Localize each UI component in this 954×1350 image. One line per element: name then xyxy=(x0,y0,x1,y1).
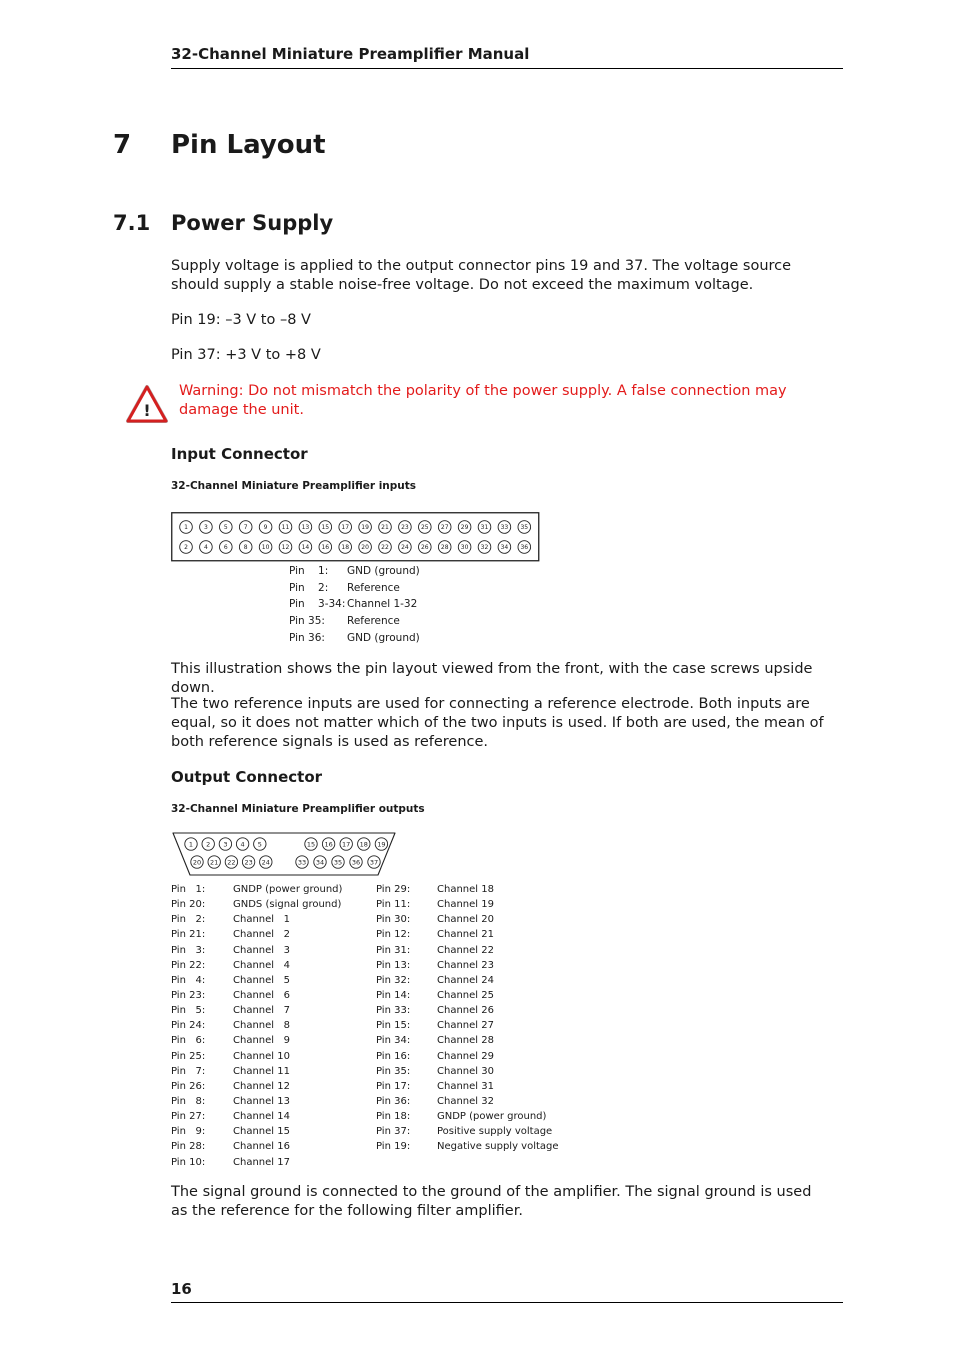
pin-13-label: 13 xyxy=(301,524,310,532)
output-right-row xyxy=(376,1033,559,1048)
output-left-pin: Pin 25: xyxy=(171,1050,206,1062)
output-right-pin: Pin 13: xyxy=(376,959,411,971)
input-legend-row xyxy=(289,580,420,597)
pin-31-label: 31 xyxy=(480,524,489,532)
pin-27-label: 27 xyxy=(440,524,449,532)
output-left-desc: Channel 15 xyxy=(233,1126,290,1138)
output-right-pin: Pin 12: xyxy=(376,929,411,941)
pin-20-label: 20 xyxy=(361,544,369,552)
pin-16-label: 16 xyxy=(324,840,333,849)
output-right-desc: Channel 23 xyxy=(437,959,494,971)
pin-5-label: 5 xyxy=(223,524,228,532)
output-pin-table-right xyxy=(376,882,559,1155)
output-right-desc: Channel 32 xyxy=(437,1095,494,1107)
pin-17-label: 17 xyxy=(342,840,351,849)
output-right-pin: Pin 16: xyxy=(376,1050,411,1062)
input-legend-row xyxy=(289,563,420,580)
output-left-desc: GNDS (signal ground) xyxy=(233,899,342,911)
output-left-row xyxy=(171,1124,342,1139)
pin-6-label: 6 xyxy=(223,544,228,552)
output-left-row xyxy=(171,927,342,942)
output-left-desc: Channel 8 xyxy=(233,1020,290,1032)
output-left-row xyxy=(171,882,342,897)
pin19-spec: Pin 19: –3 V to –8 V xyxy=(171,312,311,328)
input-legend-pin: Pin 36: xyxy=(289,631,325,644)
output-right-desc: Channel 26 xyxy=(437,1005,494,1017)
pin-17-label: 17 xyxy=(341,524,350,532)
pin-1-label: 1 xyxy=(188,840,194,849)
output-left-desc: Channel 6 xyxy=(233,989,290,1001)
input-legend-desc: GND (ground) xyxy=(347,565,420,577)
pin-9-label: 9 xyxy=(263,524,268,532)
output-right-pin: Pin 14: xyxy=(376,989,411,1001)
pin-3-label: 3 xyxy=(223,840,228,849)
pin-15-label: 15 xyxy=(321,524,330,532)
input-figure-caption: 32-Channel Miniature Preamplifier inputs xyxy=(171,480,417,492)
input-legend-desc: Reference xyxy=(347,581,400,594)
pin-35-label: 35 xyxy=(520,524,529,532)
pin-5-label: 5 xyxy=(257,840,262,849)
intro-paragraph: Supply voltage is applied to the output connector pins 19 and 37. The voltage source should supply a stable noise-free voltage. Do not exceed the maximum voltage. xyxy=(171,258,792,293)
output-right-pin: Pin 18: xyxy=(376,1111,411,1123)
pin-20-label: 20 xyxy=(192,858,202,867)
output-right-pin: Pin 37: xyxy=(376,1126,411,1138)
output-right-desc: Channel 19 xyxy=(437,899,494,911)
output-right-desc: Channel 31 xyxy=(437,1080,494,1092)
input-legend-desc: Channel 1-32 xyxy=(347,598,418,611)
output-right-row xyxy=(376,1109,559,1124)
output-left-row xyxy=(171,1109,342,1124)
output-right-desc: Channel 29 xyxy=(437,1050,494,1062)
output-right-row xyxy=(376,912,559,927)
pin-15-label: 15 xyxy=(306,840,316,849)
output-right-desc: GNDP (power ground) xyxy=(437,1111,547,1123)
pin-4-label: 4 xyxy=(203,544,208,552)
output-left-row xyxy=(171,912,342,927)
output-right-pin: Pin 29: xyxy=(376,884,411,895)
illustration-paragraph: This illustration shows the pin layout viewed from the front, with the case screws upside down. xyxy=(171,661,813,696)
output-right-row xyxy=(376,1139,559,1154)
output-left-pin: Pin 23: xyxy=(171,989,206,1001)
pin37-spec: Pin 37: +3 V to +8 V xyxy=(171,347,321,363)
pin-1-label: 1 xyxy=(184,524,188,532)
output-left-pin: Pin 4: xyxy=(171,974,206,986)
output-connector-diagram xyxy=(170,832,398,876)
footer-rule xyxy=(171,1302,843,1303)
output-right-desc: Channel 28 xyxy=(437,1035,494,1047)
output-right-row xyxy=(376,1094,559,1109)
pin-7-label: 7 xyxy=(243,524,248,532)
pin-12-label: 12 xyxy=(281,544,290,552)
output-right-pin: Pin 34: xyxy=(376,1035,411,1047)
output-right-row xyxy=(376,1003,559,1018)
output-right-pin: Pin 15: xyxy=(376,1020,411,1032)
output-left-row xyxy=(171,958,342,973)
output-left-row xyxy=(171,1139,342,1154)
output-left-pin: Pin 24: xyxy=(171,1020,206,1032)
pin-19-label: 19 xyxy=(361,524,369,532)
input-connector-diagram xyxy=(171,512,540,562)
reference-paragraph: The two reference inputs are used for connecting a reference electrode. Both inputs are equal, so it does not matter which of the two inputs is used. If both are used, the mean of both reference signals is used as reference. xyxy=(171,696,824,750)
output-right-desc: Negative supply voltage xyxy=(437,1141,559,1153)
input-legend-desc: Reference xyxy=(347,615,400,628)
output-left-row xyxy=(171,1094,342,1109)
output-right-desc: Channel 25 xyxy=(437,989,494,1001)
output-left-row xyxy=(171,1064,342,1079)
input-legend-row xyxy=(289,596,420,613)
output-right-pin: Pin 19: xyxy=(376,1141,411,1153)
output-right-row xyxy=(376,927,559,942)
output-right-desc: Channel 18 xyxy=(437,884,494,895)
output-right-desc: Channel 20 xyxy=(437,914,494,926)
pin-22-label: 22 xyxy=(381,544,389,552)
pin-18-label: 18 xyxy=(341,544,350,552)
pin-2-label: 2 xyxy=(184,544,188,552)
output-right-row xyxy=(376,958,559,973)
output-left-row xyxy=(171,1049,342,1064)
output-left-pin: Pin 22: xyxy=(171,959,206,971)
output-left-row xyxy=(171,973,342,988)
pin-30-label: 30 xyxy=(460,544,469,552)
output-left-pin: Pin 26: xyxy=(171,1080,206,1092)
pin-18-label: 18 xyxy=(359,840,368,849)
output-left-row xyxy=(171,1033,342,1048)
output-right-desc: Channel 27 xyxy=(437,1020,494,1032)
pin-26-label: 26 xyxy=(420,544,429,552)
output-left-desc: Channel 1 xyxy=(233,914,290,926)
output-left-desc: Channel 5 xyxy=(233,974,290,986)
pin-2-label: 2 xyxy=(206,840,211,849)
input-legend-pin: Pin 3-34: xyxy=(289,598,346,611)
signal-ground-paragraph: The signal ground is connected to the ground of the amplifier. The signal ground is used as the reference for the following filter amplifier. xyxy=(171,1184,812,1219)
output-left-pin: Pin 8: xyxy=(171,1095,206,1107)
chapter-title: Pin Layout xyxy=(171,130,326,160)
input-connector-heading: Input Connector xyxy=(171,445,308,463)
output-left-desc: Channel 10 xyxy=(233,1050,290,1062)
output-left-pin: Pin 7: xyxy=(171,1065,206,1077)
pin-16-label: 16 xyxy=(321,544,330,552)
input-legend-pin: Pin 1: xyxy=(289,565,329,577)
pin-8-label: 8 xyxy=(243,544,248,552)
output-right-pin: Pin 31: xyxy=(376,944,411,956)
pin-11-label: 11 xyxy=(281,524,290,532)
output-left-row xyxy=(171,1003,342,1018)
svg-text:!: ! xyxy=(143,401,151,420)
output-left-desc: Channel 3 xyxy=(233,944,290,956)
output-right-pin: Pin 36: xyxy=(376,1095,411,1107)
output-right-pin: Pin 11: xyxy=(376,899,411,911)
output-right-desc: Channel 21 xyxy=(437,929,494,941)
output-right-row xyxy=(376,1049,559,1064)
running-header: 32-Channel Miniature Preamplifier Manual xyxy=(171,45,530,63)
input-legend-row xyxy=(289,613,420,630)
output-left-desc: Channel 16 xyxy=(233,1141,290,1153)
output-right-row xyxy=(376,882,559,897)
pin-21-label: 21 xyxy=(381,524,389,532)
pin-23-label: 23 xyxy=(244,858,253,867)
output-right-pin: Pin 30: xyxy=(376,914,411,926)
output-left-row xyxy=(171,988,342,1003)
pin-36-label: 36 xyxy=(520,544,529,552)
pin-33-label: 33 xyxy=(500,524,509,532)
output-left-pin: Pin 28: xyxy=(171,1141,206,1153)
input-legend-row xyxy=(289,630,420,647)
output-right-row xyxy=(376,897,559,912)
pin-25-label: 25 xyxy=(420,524,429,532)
pin-23-label: 23 xyxy=(401,524,409,532)
output-right-pin: Pin 33: xyxy=(376,1005,411,1017)
pin-21-label: 21 xyxy=(210,858,219,867)
output-right-pin: Pin 35: xyxy=(376,1065,411,1077)
pin-36-label: 36 xyxy=(351,858,361,867)
input-legend-desc: GND (ground) xyxy=(347,631,420,644)
pin-14-label: 14 xyxy=(301,544,310,552)
output-right-desc: Channel 24 xyxy=(437,974,494,986)
pin-35-label: 35 xyxy=(333,858,343,867)
output-left-row xyxy=(171,1018,342,1033)
pin-22-label: 22 xyxy=(227,858,236,867)
output-left-desc: Channel 2 xyxy=(233,929,290,941)
output-left-desc: Channel 12 xyxy=(233,1080,290,1092)
output-pin-table-left xyxy=(171,882,342,1170)
section-number: 7.1 xyxy=(113,211,151,235)
output-right-pin: Pin 32: xyxy=(376,974,411,986)
pin-28-label: 28 xyxy=(440,544,449,552)
chapter-number: 7 xyxy=(113,130,132,160)
output-right-desc: Channel 22 xyxy=(437,944,494,956)
output-right-row xyxy=(376,1018,559,1033)
output-left-row xyxy=(171,897,342,912)
pin-24-label: 24 xyxy=(401,544,409,552)
output-right-row xyxy=(376,1124,559,1139)
output-right-row xyxy=(376,1064,559,1079)
warning-icon xyxy=(126,384,168,424)
output-left-pin: Pin 20: xyxy=(171,899,206,911)
output-left-pin: Pin 9: xyxy=(171,1126,206,1138)
output-left-desc: Channel 17 xyxy=(233,1156,290,1168)
pin-34-label: 34 xyxy=(500,544,509,552)
output-left-pin: Pin 5: xyxy=(171,1005,206,1017)
pin-4-label: 4 xyxy=(240,840,245,849)
output-right-desc: Positive supply voltage xyxy=(437,1126,553,1138)
output-left-row xyxy=(171,943,342,958)
input-legend-pin: Pin 35: xyxy=(289,615,325,628)
output-left-desc: Channel 11 xyxy=(233,1065,290,1077)
output-right-pin: Pin 17: xyxy=(376,1080,411,1092)
output-left-row xyxy=(171,1155,342,1170)
section-title: Power Supply xyxy=(171,211,334,235)
input-pin-legend xyxy=(289,563,420,646)
pin-10-label: 10 xyxy=(261,544,270,552)
output-left-pin: Pin 21: xyxy=(171,929,206,941)
output-left-desc: Channel 13 xyxy=(233,1095,290,1107)
output-connector-heading: Output Connector xyxy=(171,768,323,786)
output-left-desc: Channel 7 xyxy=(233,1005,290,1017)
pin-32-label: 32 xyxy=(480,544,489,552)
output-left-row xyxy=(171,1079,342,1094)
input-legend-pin: Pin 2: xyxy=(289,581,329,594)
output-left-pin: Pin 27: xyxy=(171,1111,206,1123)
pin-33-label: 33 xyxy=(297,858,307,867)
output-right-desc: Channel 30 xyxy=(437,1065,494,1077)
output-left-pin: Pin 3: xyxy=(171,944,206,956)
output-right-row xyxy=(376,988,559,1003)
output-figure-caption: 32-Channel Miniature Preamplifier outputs xyxy=(171,803,425,815)
pin-19-label: 19 xyxy=(377,840,386,849)
output-right-row xyxy=(376,1079,559,1094)
warning-text: Warning: Do not mismatch the polarity of the power supply. A false connection may damage the unit. xyxy=(179,383,787,418)
output-left-desc: Channel 9 xyxy=(233,1035,290,1047)
output-left-pin: Pin 10: xyxy=(171,1156,206,1168)
output-left-pin: Pin 1: xyxy=(171,884,206,895)
output-left-desc: Channel 4 xyxy=(233,959,290,971)
output-right-row xyxy=(376,943,559,958)
output-left-pin: Pin 6: xyxy=(171,1035,206,1047)
output-left-pin: Pin 2: xyxy=(171,914,206,926)
output-right-row xyxy=(376,973,559,988)
output-left-desc: Channel 14 xyxy=(233,1111,290,1123)
pin-29-label: 29 xyxy=(460,524,469,532)
page-number: 16 xyxy=(171,1280,192,1298)
header-rule xyxy=(171,68,843,69)
pin-3-label: 3 xyxy=(203,524,208,532)
pin-34-label: 34 xyxy=(315,858,325,867)
pin-37-label: 37 xyxy=(369,858,379,867)
pin-24-label: 24 xyxy=(261,858,270,867)
output-left-desc: GNDP (power ground) xyxy=(233,884,343,895)
